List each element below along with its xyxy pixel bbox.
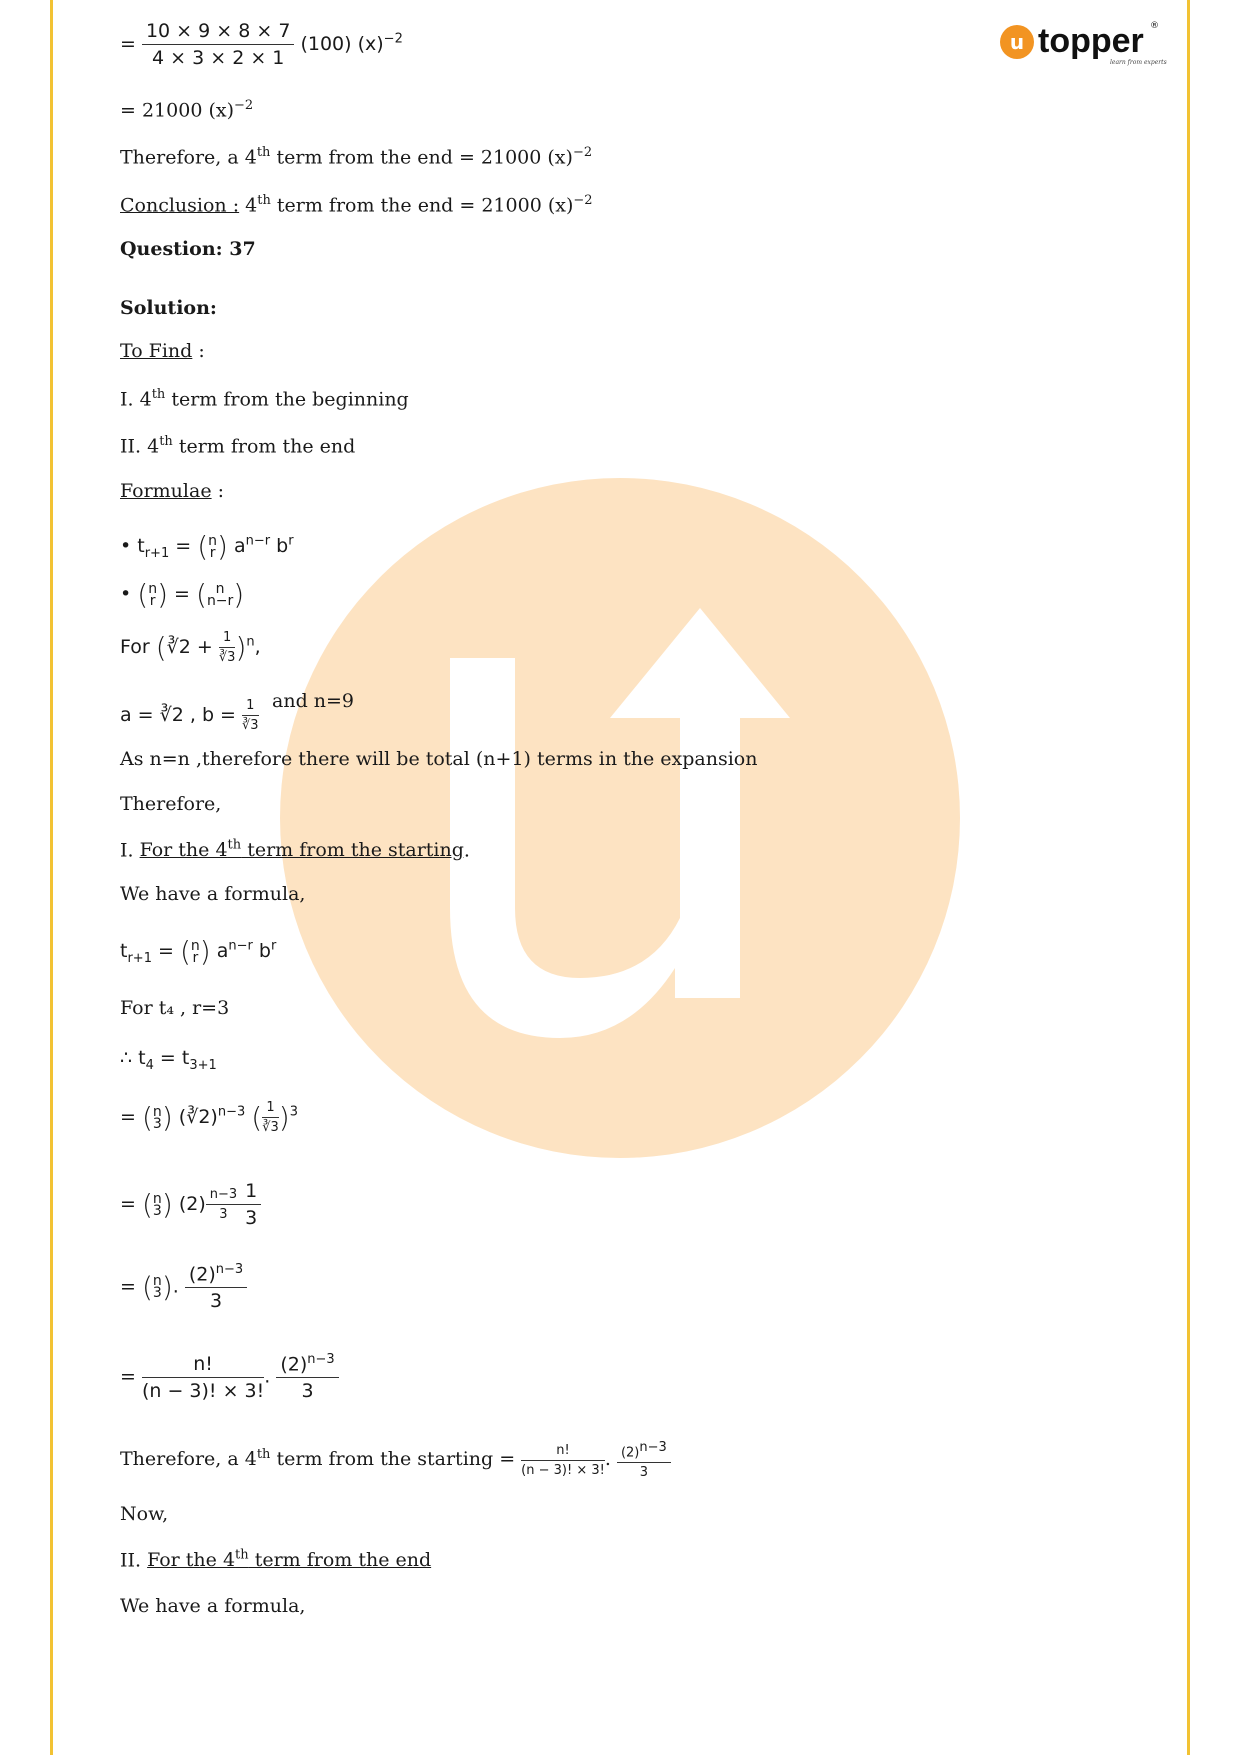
- logo-mark: u: [1009, 30, 1025, 54]
- formula-2: • (n r) = ( n n−r): [120, 578, 245, 611]
- expr-line-1: = $\frac{10 \times 9 \times 8 \times 7}{4 \times 3 \times 2 \times 1}$ (100) $(x)^{-2}$: [120, 20, 403, 69]
- logo-tagline: learn from experts: [1110, 59, 1167, 66]
- therefore-label: Therefore,: [120, 793, 222, 815]
- part-2-heading: II. For the 4th term from the end: [120, 1548, 432, 1572]
- step-4: = $\frac{n!}{(n - 3)! \times 3!}$ . $\frac{(2)^{n-3}}{3}$: [120, 1352, 339, 1402]
- start-term-result: Therefore, a 4th term from the starting = $\frac{n!}{(n - 3)! \times 3!}$ . $\frac{(2)^{n-3}}{3}$: [120, 1440, 671, 1480]
- find-item-2: II. 4th term from the end: [120, 434, 356, 458]
- step-3: = (n 3). $\frac{(2)^{n-3}}{3}$: [120, 1262, 247, 1312]
- solution-heading: Solution:: [120, 297, 217, 319]
- a-b-values: a = ∛2 , b = $\frac{1}{∛3}$: [120, 698, 259, 733]
- n-value: and n=9: [272, 690, 355, 712]
- find-item-1: I. 4th term from the beginning: [120, 387, 409, 411]
- formulae-label: Formulae :: [120, 480, 225, 502]
- t4-r-value: For t₄ , r=3: [120, 997, 230, 1019]
- result-line: Therefore, a 4th term from the end = 21000 $(x)^{-2}$: [120, 145, 593, 169]
- formula-intro-2: We have a formula,: [120, 1595, 306, 1617]
- to-find-label: To Find :: [120, 340, 205, 362]
- step-1: = (n 3) (∛2)$^{n-3}$ ( $\frac{1}{∛3}$ )$^3$: [120, 1100, 298, 1135]
- watermark-logo: [280, 478, 960, 1158]
- part-1-heading: I. For the 4th term from the starting.: [120, 838, 470, 862]
- for-expression: For (∛2 + $\frac{1}{∛3}$ )$^n$,: [120, 630, 261, 665]
- brand-logo: [1000, 18, 1167, 70]
- general-term-formula: $t_{r+1} = (n$ r) $a^{n-r}$ $b^r$: [120, 935, 277, 968]
- page-border-left: [50, 0, 53, 1755]
- t4-definition: ∴ $t_4 = t_{3+1}$: [120, 1047, 217, 1073]
- expr-line-2: = 21000 $(x)^{-2}$: [120, 98, 254, 122]
- logo-registered: ®: [1150, 21, 1159, 31]
- step-2: = (n 3) (2) $\frac{n-3}{3}$ $\frac{1}{3}$: [120, 1180, 261, 1229]
- question-heading: Question: 37: [120, 238, 256, 260]
- now-label: Now,: [120, 1503, 169, 1525]
- formula-intro: We have a formula,: [120, 883, 306, 905]
- terms-count-line: As n=n ,therefore there will be total (n+1) terms in the expansion: [120, 748, 758, 770]
- logo-brand: topper: [1038, 22, 1144, 60]
- conclusion-line: Conclusion : 4th term from the end = 21000 $(x)^{-2}$: [120, 193, 593, 217]
- page-border-right: [1187, 0, 1190, 1755]
- formula-1: • $t_{r+1} = (n$ r) $a^{n-r}$ $b^r$: [120, 530, 294, 563]
- fraction: $\frac{10 \times 9 \times 8 \times 7}{4 \times 3 \times 2 \times 1}$: [142, 20, 294, 69]
